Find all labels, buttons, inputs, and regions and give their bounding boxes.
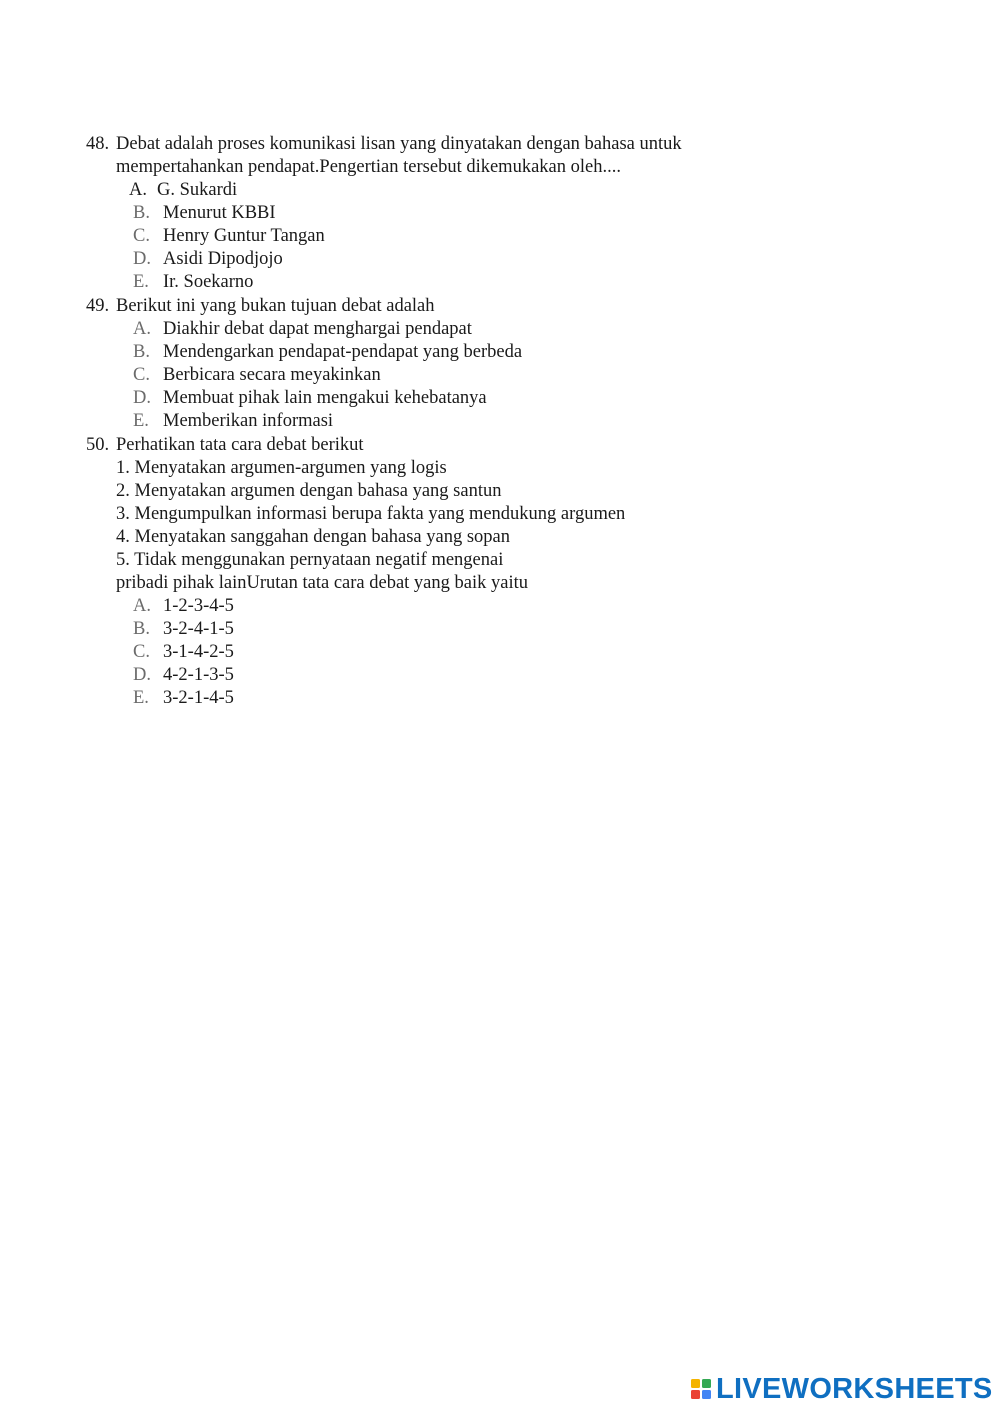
question-48	[86, 133, 786, 294]
question-49-number: 49.	[86, 296, 110, 316]
question-49	[86, 295, 786, 433]
step-1: 1. Menyatakan argumen-argumen yang logis	[116, 458, 447, 478]
step-2: 2. Menyatakan argumen dengan bahasa yang santun	[116, 481, 502, 501]
question-50-tail: pribadi pihak lainUrutan tata cara debat yang baik yaitu	[116, 573, 528, 593]
option-49-c[interactable]: C. Berbicara secara meyakinkan	[133, 365, 381, 385]
question-48-text-2: mempertahankan pendapat.Pengertian tersebut dikemukakan oleh....	[116, 157, 621, 177]
option-50-a[interactable]: A. 1-2-3-4-5	[133, 596, 234, 616]
liveworksheets-logo[interactable]	[690, 1372, 993, 1406]
question-50-number: 50.	[86, 435, 110, 455]
question-50	[86, 434, 786, 710]
option-48-c[interactable]: C. Henry Guntur Tangan	[133, 226, 325, 246]
option-50-d[interactable]: D. 4-2-1-3-5	[133, 665, 234, 685]
question-49-text: Berikut ini yang bukan tujuan debat adalah	[116, 296, 435, 316]
option-48-d[interactable]: D. Asidi Dipodjojo	[133, 249, 283, 269]
option-48-b[interactable]: B. Menurut KBBI	[133, 203, 276, 223]
step-4: 4. Menyatakan sanggahan dengan bahasa yang sopan	[116, 527, 511, 547]
option-50-e[interactable]: E. 3-2-1-4-5	[133, 688, 234, 708]
liveworksheets-logo-text: LIVEWORKSHEETS	[716, 1372, 993, 1405]
option-50-c[interactable]: C. 3-1-4-2-5	[133, 642, 234, 662]
question-48-line1	[86, 133, 786, 156]
step-3: 3. Mengumpulkan informasi berupa fakta yang mendukung argumen	[116, 504, 626, 524]
question-48-number: 48.	[86, 134, 110, 154]
option-49-d[interactable]: D. Membuat pihak lain mengakui kehebatanya	[133, 388, 487, 408]
option-48-a[interactable]: A. G. Sukardi	[129, 180, 238, 200]
question-50-text: Perhatikan tata cara debat berikut	[116, 435, 364, 455]
option-49-a[interactable]: A. Diakhir debat dapat menghargai pendapat	[133, 319, 472, 339]
question-50-line1	[86, 434, 786, 457]
liveworksheets-logo-icon	[690, 1377, 712, 1401]
question-48-text-1: Debat adalah proses komunikasi lisan yang dinyatakan dengan bahasa untuk	[116, 134, 682, 154]
option-49-e[interactable]: E. Memberikan informasi	[133, 411, 334, 431]
question-50-options	[86, 595, 786, 710]
option-50-b[interactable]: B. 3-2-4-1-5	[133, 619, 234, 639]
question-48-options	[86, 179, 786, 294]
question-49-line1	[86, 295, 786, 318]
option-49-b[interactable]: B. Mendengarkan pendapat-pendapat yang berbeda	[133, 342, 523, 362]
step-5: 5. Tidak menggunakan pernyataan negatif mengenai	[116, 550, 504, 570]
question-49-options	[86, 318, 786, 433]
option-48-e[interactable]: E. Ir. Soekarno	[133, 272, 254, 292]
